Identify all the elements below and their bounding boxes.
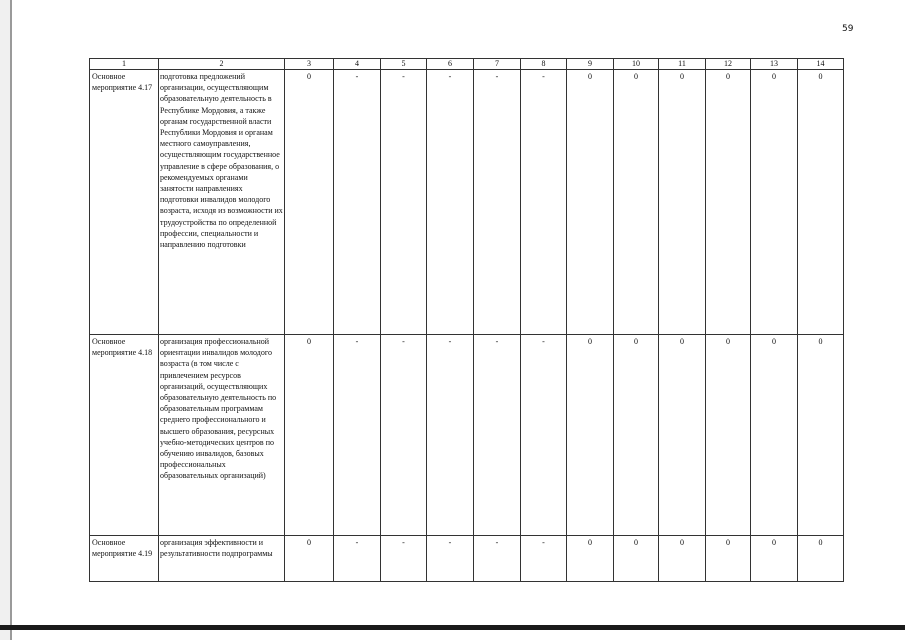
scan-bottom-edge <box>0 625 905 630</box>
value-cell: - <box>427 335 474 536</box>
page-number: 59 <box>842 24 854 34</box>
program-table <box>89 58 844 582</box>
value-cell: - <box>381 536 427 582</box>
activity-description: организация профессиональной ориентации инвалидов молодого возраста (в том числе с привлечением ресурсов организаций, осуществляющих образовательную деятельность по образовательным программам среднего профессионального и высшего образования, ресурсных учебно-методических центров по обучению инвалидов, базовых профессиональных образовательных организаций) <box>159 335 285 536</box>
value-cell: - <box>474 70 521 335</box>
value-cell: - <box>521 335 567 536</box>
table-row <box>90 536 844 582</box>
value-cell: - <box>381 70 427 335</box>
value-cell: 0 <box>751 335 798 536</box>
value-cell: - <box>521 536 567 582</box>
value-cell: 0 <box>614 536 659 582</box>
value-cell: 0 <box>285 536 334 582</box>
value-cell: 0 <box>285 335 334 536</box>
value-cell: 0 <box>798 536 844 582</box>
value-cell: 0 <box>567 335 614 536</box>
value-cell: 0 <box>659 70 706 335</box>
column-header: 9 <box>567 59 614 70</box>
value-cell: - <box>334 335 381 536</box>
value-cell: 0 <box>751 70 798 335</box>
column-header: 5 <box>381 59 427 70</box>
column-header: 14 <box>798 59 844 70</box>
column-header: 8 <box>521 59 567 70</box>
value-cell: - <box>474 536 521 582</box>
value-cell: 0 <box>706 70 751 335</box>
value-cell: - <box>334 70 381 335</box>
column-header: 1 <box>90 59 159 70</box>
value-cell: 0 <box>567 536 614 582</box>
value-cell: 0 <box>659 335 706 536</box>
value-cell: - <box>334 536 381 582</box>
column-header: 11 <box>659 59 706 70</box>
column-header: 12 <box>706 59 751 70</box>
column-header: 3 <box>285 59 334 70</box>
value-cell: - <box>427 536 474 582</box>
column-header: 2 <box>159 59 285 70</box>
column-header: 4 <box>334 59 381 70</box>
value-cell: - <box>474 335 521 536</box>
value-cell: 0 <box>285 70 334 335</box>
column-header: 13 <box>751 59 798 70</box>
value-cell: 0 <box>706 335 751 536</box>
activity-label: Основное мероприятие 4.18 <box>90 335 159 536</box>
value-cell: 0 <box>614 70 659 335</box>
activity-label: Основное мероприятие 4.17 <box>90 70 159 335</box>
value-cell: - <box>427 70 474 335</box>
value-cell: 0 <box>798 335 844 536</box>
column-header: 6 <box>427 59 474 70</box>
value-cell: - <box>521 70 567 335</box>
value-cell: - <box>381 335 427 536</box>
activity-description: организация эффективности и результативности подпрограммы <box>159 536 285 582</box>
activity-label: Основное мероприятие 4.19 <box>90 536 159 582</box>
column-number-row <box>90 59 844 70</box>
value-cell: 0 <box>567 70 614 335</box>
value-cell: 0 <box>659 536 706 582</box>
column-header: 10 <box>614 59 659 70</box>
value-cell: 0 <box>751 536 798 582</box>
column-header: 7 <box>474 59 521 70</box>
value-cell: 0 <box>614 335 659 536</box>
table-row <box>90 70 844 335</box>
table-row <box>90 335 844 536</box>
activity-description: подготовка предложений организации, осуществляющим образовательную деятельность в Республике Мордовия, а также органам государственной власти Республики Мордовия и органам местного самоуправления, осуществляющим государственное управление в сфере образования, о рекомендуемых органами занятости направлениях подготовки инвалидов молодого возраста, исходя из возможности их трудоустройства по определенной профессии, специальности и направлению подготовки <box>159 70 285 335</box>
value-cell: 0 <box>706 536 751 582</box>
scan-left-edge <box>0 0 12 640</box>
value-cell: 0 <box>798 70 844 335</box>
program-table-container <box>89 58 844 582</box>
